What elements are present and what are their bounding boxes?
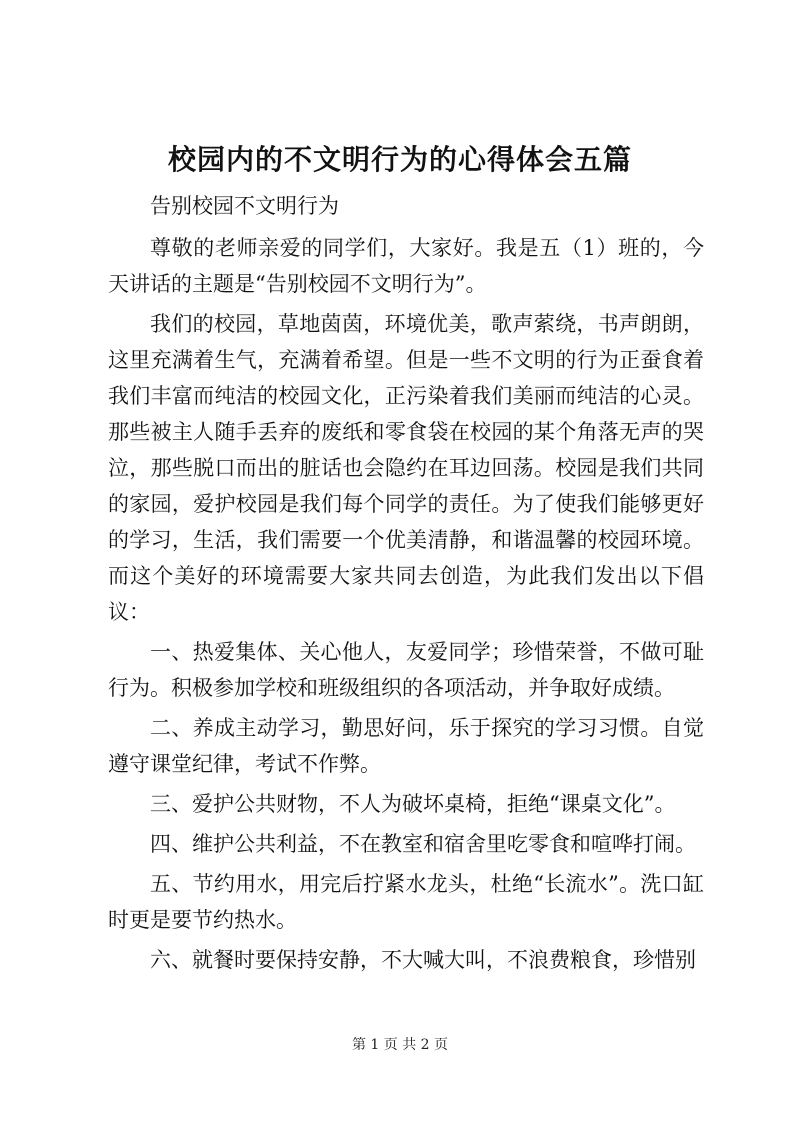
paragraph-greeting: 尊敬的老师亲爱的同学们，大家好。我是五（1）班的，今天讲话的主题是“告别校园不文明行为”。 bbox=[108, 236, 704, 296]
paragraph-item-5: 五、节约用水，用完后拧紧水龙头，杜绝“长流水”。洗口缸时更是要节约热水。 bbox=[108, 872, 704, 932]
paragraph-item-3: 三、爱护公共财物，不人为破坏桌椅，拒绝“课桌文化”。 bbox=[150, 792, 676, 816]
document-title: 校园内的不文明行为的心得体会五篇 bbox=[167, 143, 632, 176]
paragraph-item-2: 二、养成主动学习，勤思好问，乐于探究的学习习惯。自觉遵守课堂纪律，考试不作弊。 bbox=[108, 716, 704, 776]
page-footer: 第 1 页 共 2 页 bbox=[351, 1037, 449, 1053]
paragraph-item-1: 一、热爱集体、关心他人，友爱同学；珍惜荣誉，不做可耻行为。积极参加学校和班级组织的各项活动，并争取好成绩。 bbox=[108, 640, 704, 700]
document-body bbox=[108, 188, 704, 978]
paragraph-item-4: 四、维护公共利益，不在教室和宿舍里吃零食和喧哗打闹。 bbox=[150, 832, 696, 856]
paragraph-item-6: 六、就餐时要保持安静，不大喊大叫，不浪费粮食，珍惜别 bbox=[150, 948, 696, 972]
paragraph-subtitle: 告别校园不文明行为 bbox=[150, 194, 339, 218]
paragraph-main: 我们的校园，草地茵茵，环境优美，歌声萦绕，书声朗朗，这里充满着生气，充满着希望。但是一些不文明的行为正蚕食着我们丰富而纯洁的校园文化，正污染着我们美丽而纯洁的心灵。那些被主人随手丢弃的废纸和零食袋在校园的某个角落无声的哭泣，那些脱口而出的脏话也会隐约在耳边回荡。校园是我们共同的家园，爱护校园是我们每个同学的责任。为了使我们能够更好的学习，生活，我们需要一个优美清静，和谐温馨的校园环境。而这个美好的环境需要大家共同去创造，为此我们发出以下倡议： bbox=[108, 312, 704, 624]
